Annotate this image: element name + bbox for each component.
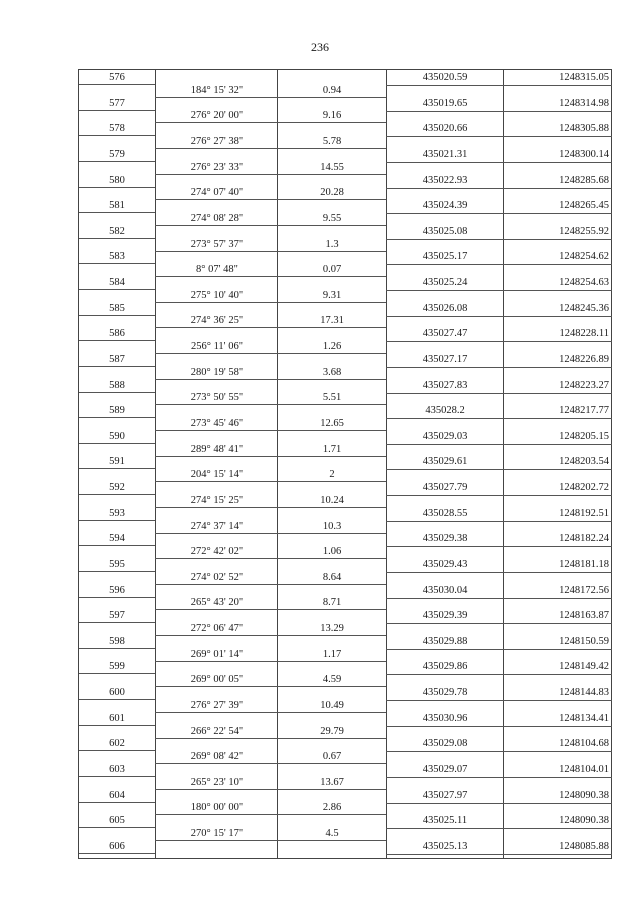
point-number: 585 [109, 302, 125, 314]
survey-coordinates-table [78, 69, 612, 859]
bearing-angle: 274° 37' 14" [190, 520, 244, 532]
coordinate-x: 435029.39 [422, 610, 468, 622]
bearing-angle: 289° 48' 41" [190, 443, 244, 455]
row-rule [155, 840, 386, 841]
coordinate-x: 435029.08 [422, 738, 468, 750]
row-rule [155, 379, 386, 380]
row-rule [155, 635, 386, 636]
row-rule [386, 136, 612, 137]
row-rule [79, 443, 155, 444]
row-rule [386, 188, 612, 189]
row-rule [386, 367, 612, 368]
coordinate-y: 1248090.38 [559, 815, 609, 827]
row-rule [79, 468, 155, 469]
bearing-angle: 256° 11' 06" [191, 341, 243, 353]
row-rule [155, 148, 386, 149]
bearing-angle: 272° 06' 47" [190, 623, 244, 635]
bearing-angle: 276° 27' 38" [190, 136, 244, 148]
segment-distance: 10.24 [320, 494, 344, 506]
point-number: 584 [109, 277, 125, 289]
row-rule [155, 661, 386, 662]
row-rule [386, 111, 612, 112]
point-number: 603 [109, 764, 125, 775]
row-rule [155, 712, 386, 713]
bearing-angle: 8° 07' 48" [196, 264, 238, 276]
row-rule [155, 276, 386, 277]
row-rule [79, 238, 155, 239]
bearing-angle: 184° 15' 32" [190, 84, 244, 96]
row-rule [386, 572, 612, 573]
row-rule [386, 264, 612, 265]
bearing-angle: 274° 15' 25" [190, 494, 244, 506]
bearing-angle: 274° 36' 25" [190, 315, 244, 327]
coordinate-y: 1248254.62 [559, 251, 609, 263]
segment-distance: 8.64 [322, 571, 342, 583]
row-rule [386, 162, 612, 163]
coordinate-y: 1248203.54 [559, 456, 609, 468]
segment-distance: 13.29 [320, 623, 344, 635]
coordinate-y: 1248217.77 [559, 405, 609, 417]
coordinate-y: 1248228.11 [559, 328, 609, 340]
segment-distance: 14.55 [320, 161, 344, 173]
row-rule [386, 85, 612, 86]
coordinate-x: 435030.96 [422, 712, 468, 724]
coordinate-x: 435029.43 [422, 558, 468, 570]
row-rule [386, 393, 612, 394]
bearing-angle: 269° 01' 14" [190, 648, 244, 660]
bearing-angle: 204° 15' 14" [190, 469, 244, 481]
bearing-angle: 276° 23' 33" [190, 161, 244, 173]
row-rule [155, 763, 386, 764]
coordinate-x: 435027.83 [422, 379, 468, 391]
row-rule [386, 521, 612, 522]
row-rule [79, 673, 155, 674]
column-divider [277, 70, 278, 858]
point-number: 577 [109, 97, 125, 109]
point-number: 599 [109, 661, 125, 673]
coordinate-y: 1248090.38 [559, 789, 609, 801]
segment-distance: 1.26 [322, 341, 342, 353]
row-rule [155, 174, 386, 175]
row-rule [386, 777, 612, 778]
coordinate-y: 1248315.05 [559, 72, 609, 83]
coordinate-y: 1248192.51 [559, 507, 609, 519]
bearing-angle: 273° 45' 46" [190, 418, 244, 429]
bearing-angle: 274° 08' 28" [190, 212, 244, 224]
row-rule [79, 110, 155, 111]
coordinate-y: 1248314.98 [559, 97, 609, 109]
column-divider [155, 70, 156, 858]
row-rule [386, 726, 612, 727]
bearing-angle: 269° 00' 05" [190, 674, 244, 686]
point-number: 581 [109, 200, 125, 212]
coordinate-x: 435028.2 [425, 405, 465, 417]
bearing-angle: 266° 22' 54" [190, 725, 244, 737]
point-number: 597 [109, 610, 125, 622]
segment-distance: 2.86 [322, 802, 342, 814]
row-rule [79, 827, 155, 828]
coordinate-x: 435027.17 [422, 353, 468, 365]
coordinate-y: 1248245.36 [559, 302, 609, 314]
coordinate-y: 1248181.18 [559, 558, 609, 570]
coordinate-x: 435020.59 [422, 72, 468, 83]
row-rule [79, 520, 155, 521]
point-number: 589 [109, 405, 125, 417]
point-number: 580 [109, 174, 125, 186]
point-number: 583 [109, 251, 125, 263]
row-rule [155, 533, 386, 534]
row-rule [386, 674, 612, 675]
coordinate-x: 435027.47 [422, 328, 468, 340]
row-rule [79, 392, 155, 393]
segment-distance: 3.68 [322, 366, 342, 378]
bearing-angle: 275° 10' 40" [190, 289, 244, 301]
coordinate-x: 435029.61 [422, 456, 468, 468]
row-rule [155, 558, 386, 559]
row-rule [155, 225, 386, 226]
point-number: 595 [109, 558, 125, 570]
row-rule [79, 597, 155, 598]
row-rule [79, 212, 155, 213]
coordinate-x: 435029.86 [422, 661, 468, 673]
row-rule [386, 546, 612, 547]
row-rule [79, 699, 155, 700]
coordinate-y: 1248104.68 [559, 738, 609, 750]
coordinate-y: 1248149.42 [559, 661, 609, 673]
segment-distance: 5.51 [322, 392, 342, 404]
coordinate-y: 1248223.27 [559, 379, 609, 391]
coordinate-y: 1248172.56 [559, 584, 609, 596]
row-rule [386, 418, 612, 419]
row-rule [79, 161, 155, 162]
coordinate-x: 435025.08 [422, 225, 468, 237]
point-number: 592 [109, 482, 125, 494]
point-number: 596 [109, 584, 125, 596]
row-rule [79, 289, 155, 290]
coordinate-y: 1248305.88 [559, 123, 609, 135]
row-rule [386, 213, 612, 214]
coordinate-y: 1248205.15 [559, 430, 609, 442]
coordinate-x: 435029.78 [422, 687, 468, 699]
segment-distance: 9.31 [322, 289, 342, 301]
point-number: 602 [109, 738, 125, 750]
row-rule [386, 444, 612, 445]
page-number: 236 [311, 40, 329, 54]
segment-distance: 4.59 [322, 674, 342, 686]
coordinate-y: 1248150.59 [559, 635, 609, 647]
bearing-angle: 274° 07' 40" [190, 187, 244, 199]
segment-distance: 10.3 [322, 520, 342, 532]
row-rule [386, 828, 612, 829]
coordinate-x: 435024.39 [422, 200, 468, 212]
row-rule [155, 814, 386, 815]
row-rule [386, 803, 612, 804]
row-rule [79, 366, 155, 367]
row-rule [155, 507, 386, 508]
point-number: 591 [109, 456, 125, 468]
row-rule [79, 750, 155, 751]
point-number: 604 [109, 789, 125, 801]
coordinate-x: 435029.03 [422, 430, 468, 442]
point-number: 590 [109, 430, 125, 442]
bearing-angle: 280° 19' 58" [190, 366, 244, 378]
point-number: 598 [109, 635, 125, 647]
coordinate-y: 1248226.89 [559, 353, 609, 365]
point-number: 587 [109, 353, 125, 365]
point-number: 582 [109, 225, 125, 237]
segment-distance: 10.49 [320, 699, 344, 711]
row-rule [155, 97, 386, 98]
segment-distance: 29.79 [320, 725, 344, 737]
coordinate-x: 435025.17 [422, 251, 468, 263]
coordinate-x: 435021.31 [422, 148, 468, 160]
row-rule [386, 700, 612, 701]
row-rule [79, 340, 155, 341]
bearing-angle: 272° 42' 02" [190, 546, 244, 558]
row-rule [79, 545, 155, 546]
coordinate-y: 1248202.72 [559, 482, 609, 494]
coordinate-x: 435025.24 [422, 277, 468, 289]
point-number: 593 [109, 507, 125, 519]
row-rule [155, 609, 386, 610]
row-rule [79, 263, 155, 264]
coordinate-x: 435029.88 [422, 635, 468, 647]
bearing-angle: 180° 00' 00" [190, 802, 244, 814]
coordinate-x: 435026.08 [422, 302, 468, 314]
coordinate-x: 435020.66 [422, 123, 468, 135]
segment-distance: 1.17 [322, 648, 342, 660]
row-rule [386, 341, 612, 342]
row-rule [386, 290, 612, 291]
row-rule [155, 122, 386, 123]
row-rule [386, 239, 612, 240]
segment-distance: 20.28 [320, 187, 344, 199]
coordinate-x: 435028.55 [422, 507, 468, 519]
row-rule [155, 353, 386, 354]
segment-distance: 17.31 [320, 315, 344, 327]
point-number: 579 [109, 148, 125, 160]
point-number: 594 [109, 533, 125, 545]
row-rule [386, 623, 612, 624]
row-rule [155, 584, 386, 585]
row-rule [155, 327, 386, 328]
segment-distance: 5.78 [322, 136, 342, 148]
coordinate-y: 1248182.24 [559, 533, 609, 545]
row-rule [386, 854, 612, 855]
segment-distance: 1.71 [322, 443, 342, 455]
segment-distance: 0.07 [322, 264, 342, 276]
coordinate-x: 435030.04 [422, 584, 468, 596]
row-rule [79, 802, 155, 803]
row-rule [155, 251, 386, 252]
row-rule [79, 648, 155, 649]
segment-distance: 0.94 [322, 84, 342, 96]
point-number: 606 [109, 840, 125, 852]
coordinate-x: 435029.07 [422, 764, 468, 775]
segment-distance: 9.16 [322, 110, 342, 122]
row-rule [155, 789, 386, 790]
bearing-angle: 269° 08' 42" [190, 751, 244, 763]
bearing-angle: 265° 23' 10" [190, 776, 244, 788]
row-rule [155, 430, 386, 431]
row-rule [155, 199, 386, 200]
row-rule [79, 725, 155, 726]
row-rule [79, 417, 155, 418]
coordinate-y: 1248265.45 [559, 200, 609, 212]
row-rule [79, 187, 155, 188]
row-rule [79, 84, 155, 85]
row-rule [155, 456, 386, 457]
segment-distance: 12.65 [320, 418, 344, 429]
point-number: 605 [109, 815, 125, 827]
bearing-angle: 265° 43' 20" [190, 597, 244, 609]
row-rule [155, 404, 386, 405]
segment-distance: 1.06 [322, 546, 342, 558]
segment-distance: 13.67 [320, 776, 344, 788]
coordinate-x: 435022.93 [422, 174, 468, 186]
coordinate-y: 1248255.92 [559, 225, 609, 237]
row-rule [386, 316, 612, 317]
row-rule [386, 751, 612, 752]
coordinate-y: 1248163.87 [559, 610, 609, 622]
coordinate-y: 1248285.68 [559, 174, 609, 186]
point-number: 588 [109, 379, 125, 391]
row-rule [386, 649, 612, 650]
row-rule [155, 738, 386, 739]
row-rule [155, 302, 386, 303]
bearing-angle: 274° 02' 52" [190, 571, 244, 583]
segment-distance: 4.5 [325, 828, 339, 840]
coordinate-y: 1248300.14 [559, 148, 609, 160]
row-rule [386, 469, 612, 470]
row-rule [79, 494, 155, 495]
coordinate-x: 435025.11 [422, 815, 468, 827]
bearing-angle: 276° 27' 39" [190, 699, 244, 711]
point-number: 576 [109, 72, 125, 83]
coordinate-x: 435027.97 [422, 789, 468, 801]
bearing-angle: 276° 20' 00" [190, 110, 244, 122]
row-rule [386, 598, 612, 599]
bearing-angle: 270° 15' 17" [190, 828, 244, 840]
point-number: 578 [109, 123, 125, 135]
coordinate-x: 435029.38 [422, 533, 468, 545]
coordinate-y: 1248104.01 [559, 764, 609, 775]
row-rule [155, 481, 386, 482]
coordinate-x: 435025.13 [422, 840, 468, 852]
point-number: 601 [109, 712, 125, 724]
row-rule [79, 135, 155, 136]
coordinate-y: 1248254.63 [559, 277, 609, 289]
row-rule [386, 495, 612, 496]
coordinate-y: 1248144.83 [559, 687, 609, 699]
coordinate-y: 1248085.88 [559, 840, 609, 852]
row-rule [79, 622, 155, 623]
bearing-angle: 273° 50' 55" [190, 392, 244, 404]
row-rule [79, 315, 155, 316]
coordinate-y: 1248134.41 [559, 712, 609, 724]
row-rule [79, 776, 155, 777]
row-rule [79, 853, 155, 854]
coordinate-x: 435027.79 [422, 482, 468, 494]
row-rule [155, 686, 386, 687]
segment-distance: 1.3 [325, 238, 339, 250]
row-rule [79, 571, 155, 572]
coordinate-x: 435019.65 [422, 97, 468, 109]
bearing-angle: 273° 57' 37" [190, 238, 244, 250]
point-number: 586 [109, 328, 125, 340]
point-number: 600 [109, 687, 125, 699]
segment-distance: 8.71 [322, 597, 342, 609]
segment-distance: 0.67 [322, 751, 342, 763]
segment-distance: 9.55 [322, 212, 342, 224]
segment-distance: 2 [329, 469, 335, 481]
